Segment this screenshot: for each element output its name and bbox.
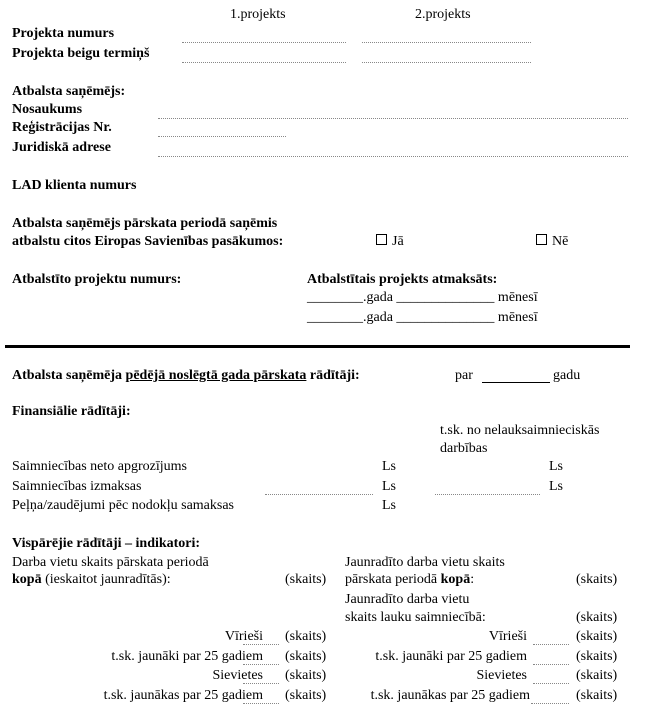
col-header-project-2: 2.projekts: [415, 7, 471, 22]
nonagri-header-2: darbības: [440, 441, 488, 456]
row-label: Sievietes: [212, 668, 263, 683]
count-field[interactable]: [533, 683, 569, 684]
right-label-3: Jaunradīto darba vietu: [345, 592, 470, 607]
project-2-number-field[interactable]: [362, 42, 531, 43]
costs-nonagri-field[interactable]: [435, 494, 540, 495]
currency: Ls: [549, 459, 563, 474]
row-label: Vīrieši: [224, 629, 263, 644]
nonagri-header-1: t.sk. no nelauksaimnieciskās: [440, 423, 600, 438]
row-label: t.sk. jaunāki par 25 gadiem: [375, 649, 527, 664]
count-field[interactable]: [531, 703, 569, 704]
project-2-end-field[interactable]: [362, 62, 531, 63]
address-label: Juridiskā adrese: [12, 140, 111, 155]
project-1-number-field[interactable]: [182, 42, 346, 43]
unit: (skaits): [576, 649, 618, 664]
count-field[interactable]: [243, 664, 279, 665]
fin-row-label: Saimniecības neto apgrozījums: [12, 459, 187, 474]
currency: Ls: [382, 479, 396, 494]
unit: (skaits): [576, 572, 618, 587]
yes-checkbox[interactable]: [376, 234, 404, 250]
no-checkbox[interactable]: [536, 234, 568, 250]
year-field[interactable]: [482, 382, 550, 383]
annual-heading: Atbalsta saņēmēja pēdējā noslēgtā gada pārskata rādītāji:: [12, 368, 360, 383]
unit: (skaits): [576, 629, 618, 644]
name-label: Nosaukums: [12, 102, 83, 117]
other-support-line1: Atbalsta saņēmējs pārskata periodā saņēmis: [12, 216, 278, 231]
currency: Ls: [382, 498, 396, 513]
row-label: t.sk. jaunāki par 25 gadiem: [111, 649, 263, 664]
left-label-1: Darba vietu skaits pārskata periodā: [12, 555, 209, 570]
financial-heading: Finansiālie rādītāji:: [12, 404, 131, 419]
reg-field[interactable]: [158, 136, 286, 137]
right-label-4: skaits lauku saimniecībā:: [345, 610, 486, 625]
unit: (skaits): [285, 629, 327, 644]
address-field[interactable]: [158, 156, 628, 157]
unit: (skaits): [285, 649, 327, 664]
recipient-heading: Atbalsta saņēmējs:: [12, 84, 126, 99]
fin-row-label: Peļņa/zaudējumi pēc nodokļu samaksas: [12, 498, 234, 513]
no-label: Nē: [552, 234, 569, 249]
costs-field[interactable]: [265, 494, 373, 495]
section-divider: [5, 345, 630, 348]
lad-label: LAD klienta numurs: [12, 178, 137, 193]
row-label: t.sk. jaunākas par 25 gadiem: [370, 688, 530, 703]
yes-label: Jā: [392, 234, 404, 249]
repaid-row-1[interactable]: ________.gada ______________ mēnesī: [307, 290, 538, 305]
unit: (skaits): [285, 688, 327, 703]
right-label-1: Jaunradīto darba vietu skaits: [345, 555, 505, 570]
indicators-heading: Vispārējie rādītāji – indikatori:: [12, 536, 201, 551]
count-field[interactable]: [533, 664, 569, 665]
other-support-line2: atbalstu citos Eiropas Savienības pasākumos:: [12, 234, 284, 249]
par-label: par: [455, 368, 473, 383]
unit: (skaits): [285, 668, 327, 683]
currency: Ls: [382, 459, 396, 474]
row-label: t.sk. jaunākas par 25 gadiem: [103, 688, 263, 703]
count-field[interactable]: [243, 683, 279, 684]
unit: (skaits): [285, 572, 327, 587]
unit: (skaits): [576, 668, 618, 683]
checkbox-icon: [536, 234, 547, 245]
fin-row-label: Saimniecības izmaksas: [12, 479, 142, 494]
reg-label: Reģistrācijas Nr.: [12, 120, 112, 135]
currency: Ls: [549, 479, 563, 494]
unit: (skaits): [576, 688, 618, 703]
row-label: Vīrieši: [488, 629, 527, 644]
gadu-label: gadu: [553, 368, 581, 383]
col-header-project-1: 1.projekts: [230, 7, 286, 22]
count-field[interactable]: [533, 644, 569, 645]
repaid-label: Atbalstītais projekts atmaksāts:: [307, 272, 498, 287]
project-1-end-field[interactable]: [182, 62, 346, 63]
left-label-2: kopā (ieskaitot jaunradītās):: [12, 572, 171, 587]
count-field[interactable]: [243, 703, 279, 704]
repaid-row-2[interactable]: ________.gada ______________ mēnesī: [307, 310, 538, 325]
row-label: Sievietes: [476, 668, 527, 683]
right-label-2: pārskata periodā kopā:: [345, 572, 475, 587]
checkbox-icon: [376, 234, 387, 245]
project-number-label: Projekta numurs: [12, 26, 115, 41]
project-end-label: Projekta beigu termiņš: [12, 46, 150, 61]
unit: (skaits): [576, 610, 618, 625]
count-field[interactable]: [243, 644, 279, 645]
name-field[interactable]: [158, 118, 628, 119]
supported-number-label: Atbalstīto projektu numurs:: [12, 272, 182, 287]
